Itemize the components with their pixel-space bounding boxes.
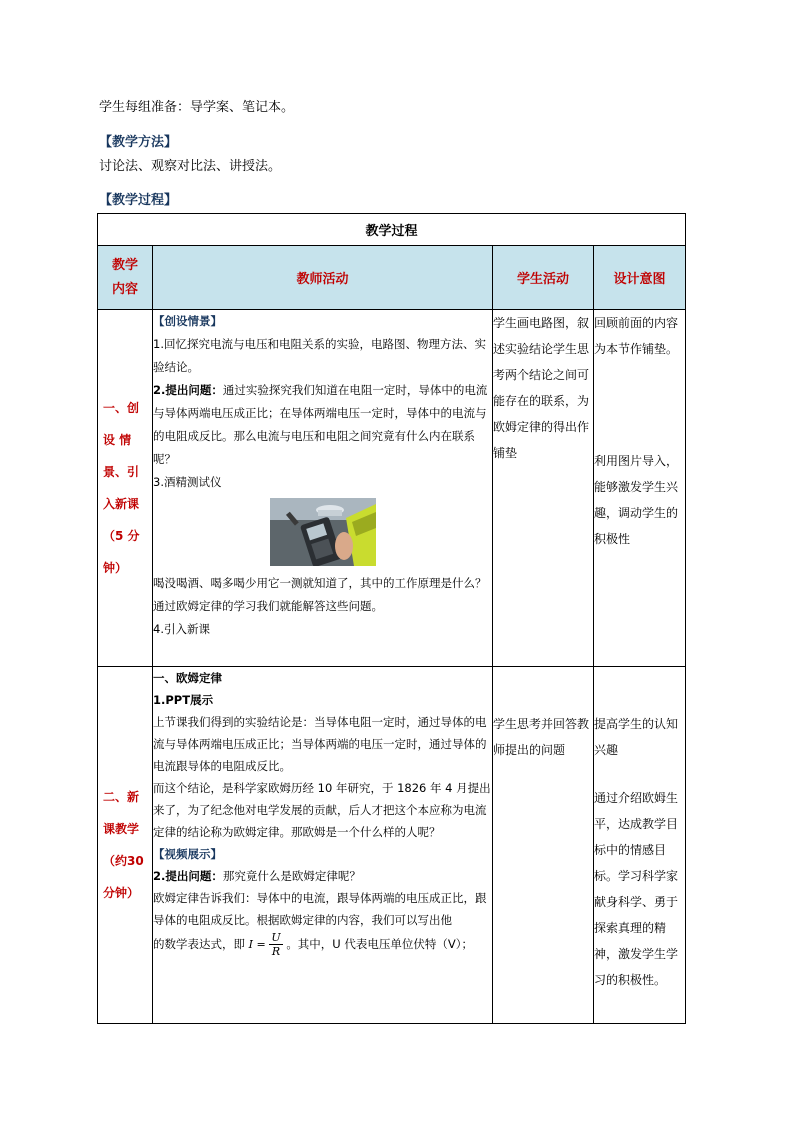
formula-lead-text: 的数学表达式，即 (153, 937, 245, 951)
section-line: 入新课 (103, 497, 140, 511)
prep-line: 学生每组准备：导学案、笔记本。 (99, 100, 295, 115)
ppt-heading: 1.PPT展示 (153, 693, 214, 707)
law-heading: 一、欧姆定律 (153, 671, 222, 685)
design-text-a: 回顾前面的内容为本节作铺垫。 (594, 316, 679, 356)
column-header-student: 学生活动 (493, 246, 594, 310)
section-line: （约30 (103, 854, 144, 868)
section-line: 分钟） (103, 886, 140, 900)
column-header-teacher: 教师活动 (153, 246, 493, 310)
formula-numerator: U (271, 931, 281, 944)
question-text: 通过实验探究我们知道在电阻一定时，导体中的电流与导体两端电压成正比；在导体两端电压一定时，导体中的电流与的电阻成反比。那么电流与电压和电阻之间究竟有什么内在联系呢？ (153, 383, 488, 466)
teacher-paragraph: 欧姆定律告诉我们：导体中的电流，跟导体两端的电压成正比，跟导体的电阻成反比。根据欧姆定律的内容，我们可以写出他 (153, 891, 487, 927)
teacher-paragraph: 1.回忆探究电流与电压和电阻关系的实验，电路图、物理方法、实验结论。 (153, 337, 486, 374)
video-tag: 【视频展示】 (153, 847, 222, 861)
teacher-paragraph: 3.酒精测试仪 (153, 475, 222, 489)
scenario-tag: 【创设情景】 (153, 314, 222, 328)
teacher-cell-1 (153, 310, 493, 667)
question-label: 2.提出问题： (153, 383, 223, 397)
column-header-content-line2: 内容 (111, 281, 138, 297)
formula-trail-text: 。其中，U 代表电压单位伏特（V）； (286, 937, 474, 951)
design-cell-2 (594, 667, 686, 1024)
question-text: 那究竟什么是欧姆定律呢？ (222, 869, 361, 883)
section-line: 二、新 (103, 790, 140, 804)
question-label: 2.提出问题： (153, 869, 223, 883)
table-row (98, 310, 686, 667)
student-cell-2: 学生思考并回答教师提出的问题 (493, 667, 594, 1024)
design-text-b: 通过介绍欧姆生平，达成教学目标中的情感目标。学习科学家献身科学、勇于探索真理的精神，激发学生学习的积极性。 (594, 791, 679, 987)
design-text-a: 提高学生的认知兴趣 (594, 717, 679, 757)
section-line: 钟） (103, 561, 128, 575)
method-text: 讨论法、观察对比法、讲授法。 (99, 159, 282, 174)
design-cell-1 (594, 310, 686, 667)
process-heading: 【教学过程】 (99, 193, 178, 208)
column-header-content-line1: 教学 (111, 257, 138, 273)
section-line: （5 分 (103, 529, 140, 543)
student-cell-1: 学生画电路图，叙述实验结论学生思考两个结论之间可能存在的联系，为欧姆定律的得出作铺垫 (493, 310, 594, 667)
formula-lhs: I = (248, 938, 266, 951)
ohms-law-formula (269, 931, 282, 958)
teacher-cell-2 (153, 667, 493, 1024)
table-caption: 教学过程 (98, 214, 686, 246)
teacher-paragraph: 而这个结论，是科学家欧姆历经 10 年研究，于 1826 年 4 月提出来了，为了纪念他对电学发展的贡献，后人才把这个本应称为电流定律的结论称为欧姆定律。那欧姆是一个什么样的人呢？ (153, 781, 491, 839)
table-row (98, 667, 686, 1024)
section-line: 景、引 (103, 465, 140, 479)
formula-denominator: R (271, 945, 281, 958)
breathalyzer-photo (270, 498, 376, 566)
teacher-paragraph (153, 379, 492, 471)
teacher-paragraph: 上节课我们得到的实验结论是：当导体电阻一定时，通过导体的电流与导体两端电压成正比；当导体两端的电压一定时，通过导体的电流跟导体的电阻成反比。 (153, 715, 487, 773)
design-text-b: 利用图片导入，能够激发学生兴趣，调动学生的积极性 (594, 454, 679, 546)
teacher-paragraph (153, 865, 492, 887)
section-line: 设 情 (103, 433, 132, 447)
section-line: 课教学 (103, 822, 140, 836)
section-cell-1 (98, 310, 153, 667)
teaching-process-table (97, 213, 686, 1024)
teacher-paragraph (153, 931, 492, 958)
teacher-paragraph: 喝没喝酒、喝多喝少用它一测就知道了，其中的工作原理是什么？通过欧姆定律的学习我们就能解答这些问题。 (153, 576, 487, 613)
section-cell-2 (98, 667, 153, 1024)
column-header-content (98, 246, 153, 310)
teacher-paragraph: 4.引入新课 (153, 622, 210, 636)
method-heading: 【教学方法】 (99, 135, 178, 150)
column-header-design: 设计意图 (594, 246, 686, 310)
section-line: 一、创 (103, 401, 140, 415)
